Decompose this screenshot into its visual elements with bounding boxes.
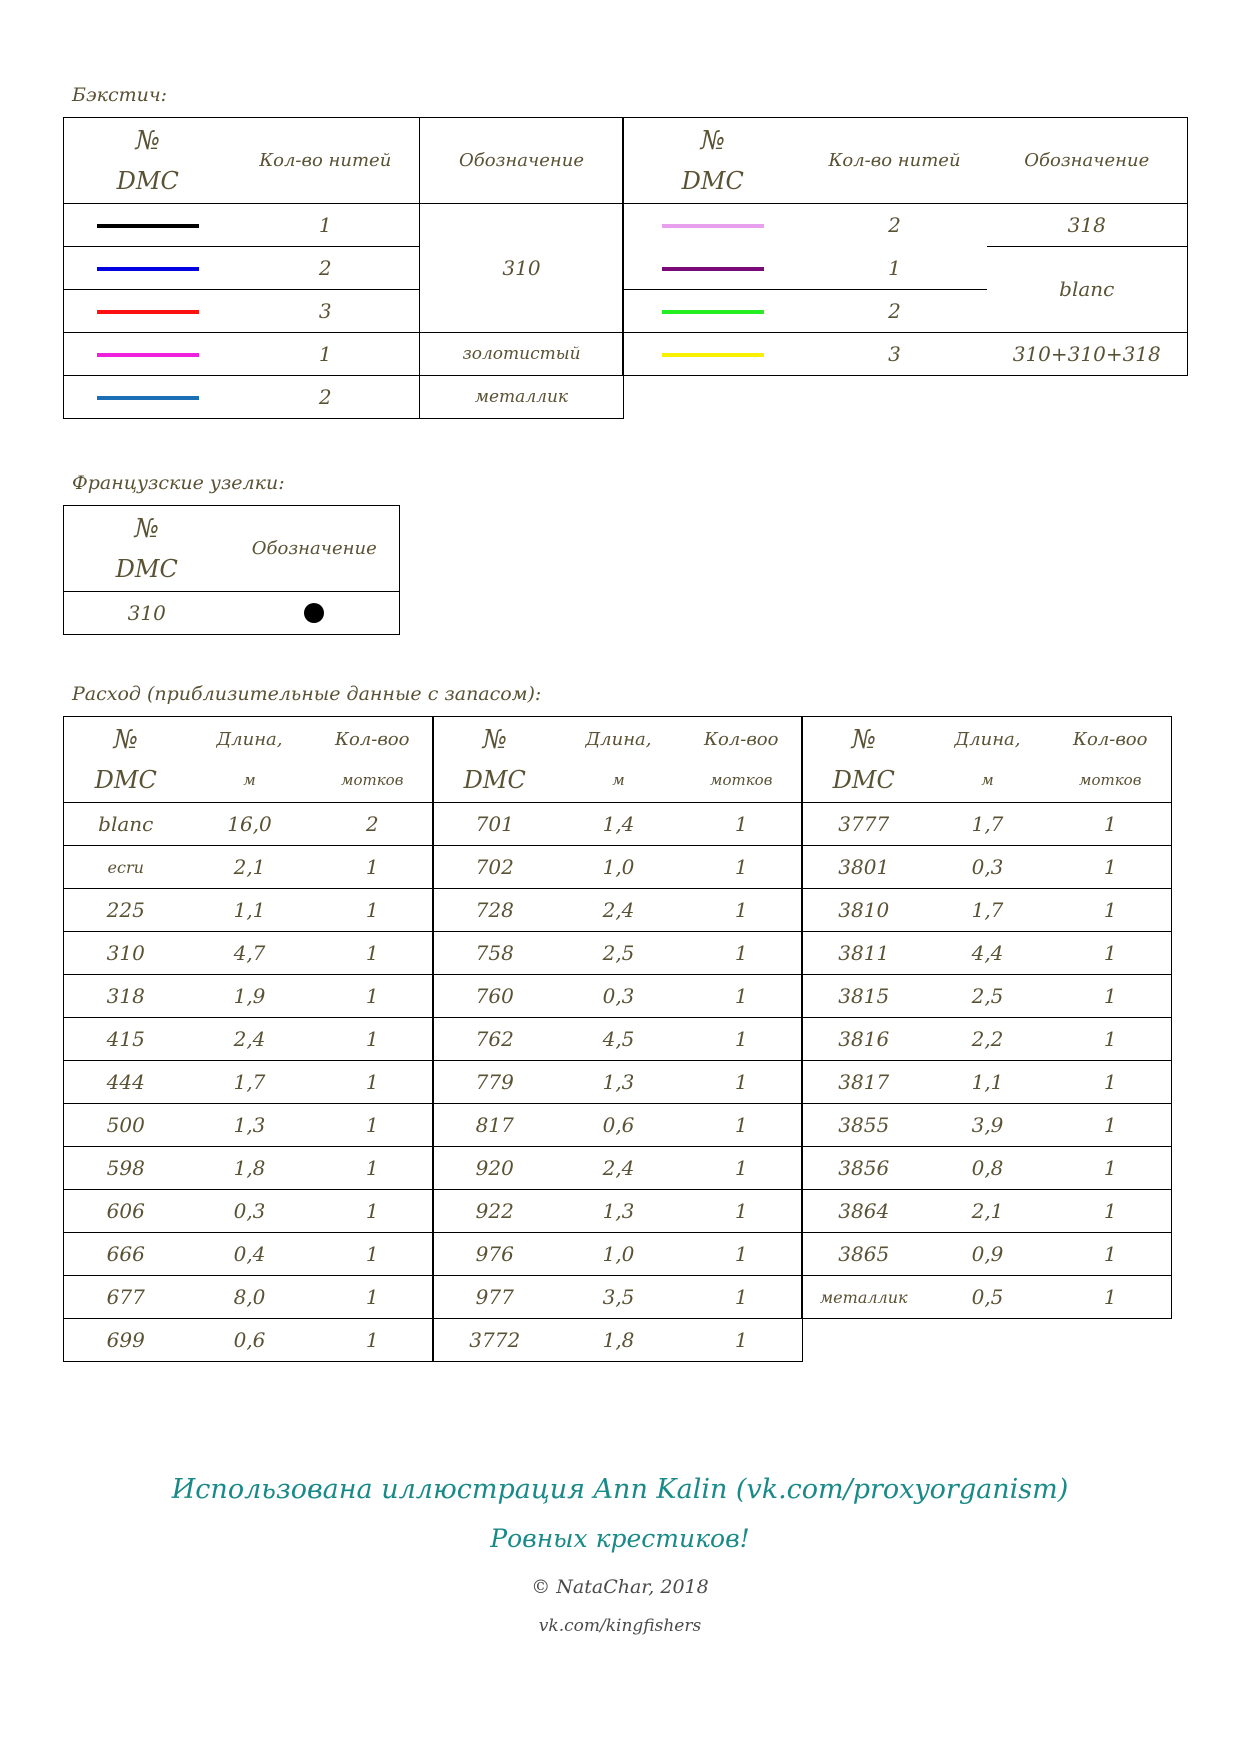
length-cell: 0,3 — [188, 1190, 312, 1233]
line-swatch — [97, 224, 199, 228]
dmc-cell: 3815 — [802, 975, 926, 1018]
skeins-cell: 1 — [312, 932, 434, 975]
dmc-cell: 702 — [433, 846, 557, 889]
table-row — [433, 889, 803, 932]
table-row — [64, 1061, 434, 1104]
consumption-table-2 — [432, 716, 803, 1362]
skeins-cell: 1 — [681, 1233, 803, 1276]
skeins-cell: 1 — [312, 1018, 434, 1061]
table-row — [802, 889, 1172, 932]
length-cell: 1,4 — [557, 803, 681, 846]
length-cell: 0,4 — [188, 1233, 312, 1276]
table-row — [433, 803, 803, 846]
length-cell: 1,7 — [926, 889, 1050, 932]
table-row — [802, 932, 1172, 975]
length-cell: 2,4 — [188, 1018, 312, 1061]
dmc-cell: 415 — [64, 1018, 188, 1061]
skeins-cell: 1 — [1050, 1276, 1172, 1319]
wish-text: Ровных крестиков! — [490, 1524, 750, 1553]
length-cell: 2,1 — [926, 1190, 1050, 1233]
skeins-cell: 1 — [312, 846, 434, 889]
dmc-cell: 310 — [64, 932, 188, 975]
header-dmc: № DMC — [94, 724, 157, 794]
header-skeins: Кол-воо мотков — [704, 728, 779, 789]
table-row — [433, 975, 803, 1018]
threads-cell: 1 — [232, 204, 420, 247]
french-knots-label: Французские узелки: — [72, 472, 285, 494]
table-row — [802, 1147, 1172, 1190]
skeins-cell: 1 — [1050, 975, 1172, 1018]
dmc-cell: 666 — [64, 1233, 188, 1276]
table-row — [433, 1104, 803, 1147]
symbol-cell — [230, 592, 400, 635]
line-swatch-cell — [64, 204, 232, 247]
dmc-cell: 3811 — [802, 932, 926, 975]
line-swatch-cell — [64, 247, 232, 290]
group-symbol-gold: золотистый — [420, 333, 624, 376]
skeins-cell: 1 — [312, 1319, 434, 1362]
dmc-cell: 3855 — [802, 1104, 926, 1147]
skeins-cell: 1 — [1050, 846, 1172, 889]
backstitch-label: Бэкстич: — [72, 84, 168, 106]
table-row — [64, 1018, 434, 1061]
table-row — [433, 1233, 803, 1276]
length-cell: 0,3 — [557, 975, 681, 1018]
illustration-credit: Использована иллюстрация Ann Kalin (vk.com/proxyorganism) — [171, 1474, 1069, 1505]
consumption-table-1 — [63, 716, 434, 1362]
length-cell: 4,4 — [926, 932, 1050, 975]
table-row — [802, 1233, 1172, 1276]
header-threads: Кол-во нитей — [803, 118, 987, 204]
header-dmc: № DMC — [463, 724, 526, 794]
table-row — [433, 1190, 803, 1233]
dmc-cell: 758 — [433, 932, 557, 975]
line-swatch — [662, 310, 764, 314]
length-cell: 1,3 — [557, 1190, 681, 1233]
line-swatch-cell — [64, 333, 232, 376]
skeins-cell: 1 — [1050, 932, 1172, 975]
length-cell: 2,5 — [557, 932, 681, 975]
length-cell: 3,9 — [926, 1104, 1050, 1147]
skeins-cell: 1 — [681, 1276, 803, 1319]
dmc-cell: 728 — [433, 889, 557, 932]
length-cell: 1,8 — [557, 1319, 681, 1362]
dmc-cell: 310 — [127, 601, 166, 625]
skeins-cell: 1 — [312, 1061, 434, 1104]
dmc-cell: 922 — [433, 1190, 557, 1233]
dmc-cell: 920 — [433, 1147, 557, 1190]
table-row — [64, 1147, 434, 1190]
copyright: © NataChar, 2018 — [531, 1576, 709, 1598]
black-dot-icon — [304, 603, 324, 623]
table-row — [64, 889, 434, 932]
table-row — [64, 1190, 434, 1233]
table-row — [802, 1104, 1172, 1147]
table-row — [802, 1190, 1172, 1233]
length-cell: 2,4 — [557, 889, 681, 932]
header-length: Длина, м — [585, 728, 652, 789]
threads-cell: 1 — [803, 247, 987, 290]
dmc-cell: 817 — [433, 1104, 557, 1147]
dmc-cell: 318 — [64, 975, 188, 1018]
french-knots-table — [63, 505, 400, 635]
table-row — [64, 1276, 434, 1319]
skeins-cell: 1 — [1050, 1233, 1172, 1276]
length-cell: 2,1 — [188, 846, 312, 889]
dmc-cell: 976 — [433, 1233, 557, 1276]
length-cell: 1,9 — [188, 975, 312, 1018]
length-cell: 1,0 — [557, 1233, 681, 1276]
dmc-cell: 3865 — [802, 1233, 926, 1276]
skeins-cell: 1 — [312, 975, 434, 1018]
group-symbol-318: 318 — [987, 204, 1188, 247]
line-swatch — [97, 396, 199, 400]
length-cell: 0,8 — [926, 1147, 1050, 1190]
skeins-cell: 1 — [681, 889, 803, 932]
skeins-cell: 1 — [681, 1104, 803, 1147]
skeins-cell: 1 — [1050, 1190, 1172, 1233]
length-cell: 2,4 — [557, 1147, 681, 1190]
table-row — [802, 846, 1172, 889]
dmc-cell: 444 — [64, 1061, 188, 1104]
dmc-cell: 598 — [64, 1147, 188, 1190]
dmc-cell: 3810 — [802, 889, 926, 932]
dmc-cell: 779 — [433, 1061, 557, 1104]
skeins-cell: 1 — [1050, 1061, 1172, 1104]
header-symbol: Обозначение — [230, 506, 400, 592]
length-cell: 1,8 — [188, 1147, 312, 1190]
header-length: Длина, м — [954, 728, 1021, 789]
dmc-cell: 977 — [433, 1276, 557, 1319]
consumption-table-3 — [801, 716, 1172, 1319]
length-cell: 0,9 — [926, 1233, 1050, 1276]
line-swatch-cell — [623, 332, 803, 375]
skeins-cell: 1 — [681, 1190, 803, 1233]
length-cell: 4,5 — [557, 1018, 681, 1061]
length-cell: 0,5 — [926, 1276, 1050, 1319]
dmc-cell: металлик — [802, 1276, 926, 1319]
skeins-cell: 1 — [681, 1319, 803, 1362]
table-row — [64, 846, 434, 889]
skeins-cell: 1 — [681, 1018, 803, 1061]
skeins-cell: 1 — [681, 975, 803, 1018]
length-cell: 1,7 — [926, 803, 1050, 846]
threads-cell: 2 — [318, 385, 332, 409]
header-threads: Кол-во нитей — [232, 118, 420, 204]
line-swatch-cell — [64, 290, 232, 333]
header-dmc: № DMC — [64, 118, 232, 204]
dmc-cell: 701 — [433, 803, 557, 846]
table-row — [802, 803, 1172, 846]
author-url: vk.com/kingfishers — [538, 1616, 702, 1636]
skeins-cell: 1 — [1050, 1018, 1172, 1061]
table-row — [64, 932, 434, 975]
dmc-cell: ecru — [64, 846, 188, 889]
skeins-cell: 1 — [681, 846, 803, 889]
length-cell: 3,5 — [557, 1276, 681, 1319]
dmc-cell: 760 — [433, 975, 557, 1018]
length-cell: 1,3 — [557, 1061, 681, 1104]
skeins-cell: 1 — [312, 1104, 434, 1147]
length-cell: 0,6 — [188, 1319, 312, 1362]
line-swatch — [97, 267, 199, 271]
dmc-cell: 3864 — [802, 1190, 926, 1233]
line-swatch-cell — [623, 204, 803, 247]
header-dmc: № DMC — [64, 506, 230, 592]
table-row — [64, 803, 434, 846]
threads-cell: 2 — [888, 213, 901, 238]
table-row — [433, 846, 803, 889]
header-dmc: № DMC — [623, 118, 803, 204]
table-row — [64, 975, 434, 1018]
length-cell: 16,0 — [188, 803, 312, 846]
table-row — [433, 932, 803, 975]
length-cell: 1,7 — [188, 1061, 312, 1104]
header-length: Длина, м — [216, 728, 283, 789]
length-cell: 0,3 — [926, 846, 1050, 889]
threads-cell: 2 — [232, 247, 420, 290]
length-cell: 1,1 — [188, 889, 312, 932]
dmc-cell: 762 — [433, 1018, 557, 1061]
table-row — [64, 1319, 434, 1362]
dmc-cell: 3801 — [802, 846, 926, 889]
backstitch-table-right — [622, 117, 1188, 376]
table-row — [802, 975, 1172, 1018]
skeins-cell: 1 — [312, 1233, 434, 1276]
group-symbol-blanc: blanc — [987, 247, 1188, 333]
dmc-cell: 699 — [64, 1319, 188, 1362]
table-row — [802, 1276, 1172, 1319]
group-symbol-mix: 310+310+318 — [1012, 341, 1161, 366]
table-row — [433, 1018, 803, 1061]
dmc-cell: 3772 — [433, 1319, 557, 1362]
table-row — [433, 1319, 803, 1362]
skeins-cell: 1 — [1050, 1147, 1172, 1190]
length-cell: 2,2 — [926, 1018, 1050, 1061]
line-swatch — [97, 353, 199, 357]
skeins-cell: 1 — [1050, 889, 1172, 932]
skeins-cell: 1 — [312, 889, 434, 932]
table-row — [64, 1233, 434, 1276]
threads-cell: 3 — [318, 299, 332, 323]
skeins-cell: 1 — [681, 803, 803, 846]
skeins-cell: 1 — [312, 1147, 434, 1190]
length-cell: 1,0 — [557, 846, 681, 889]
dmc-cell: 3856 — [802, 1147, 926, 1190]
backstitch-table-left — [63, 117, 624, 419]
dmc-cell: 3777 — [802, 803, 926, 846]
table-row — [433, 1061, 803, 1104]
line-swatch-cell — [623, 247, 803, 290]
table-row — [433, 1147, 803, 1190]
dmc-cell: 3817 — [802, 1061, 926, 1104]
line-swatch — [97, 310, 199, 314]
skeins-cell: 1 — [1050, 1104, 1172, 1147]
length-cell: 4,7 — [188, 932, 312, 975]
line-swatch — [662, 267, 764, 271]
header-dmc: № DMC — [832, 724, 895, 794]
skeins-cell: 2 — [312, 803, 434, 846]
skeins-cell: 1 — [312, 1276, 434, 1319]
line-swatch — [662, 224, 764, 228]
dmc-cell: blanc — [64, 803, 188, 846]
table-row — [433, 1276, 803, 1319]
dmc-cell: 500 — [64, 1104, 188, 1147]
consumption-label: Расход (приблизительные данные с запасом): — [72, 683, 542, 705]
dmc-cell: 3816 — [802, 1018, 926, 1061]
dmc-cell: 225 — [64, 889, 188, 932]
line-swatch — [662, 353, 764, 357]
header-symbol: Обозначение — [987, 118, 1188, 204]
length-cell: 2,5 — [926, 975, 1050, 1018]
skeins-cell: 1 — [1050, 803, 1172, 846]
skeins-cell: 1 — [681, 932, 803, 975]
threads-cell: 1 — [232, 333, 420, 376]
table-row — [802, 1061, 1172, 1104]
threads-cell: 2 — [888, 298, 901, 323]
dmc-cell: 606 — [64, 1190, 188, 1233]
group-symbol-metallic: металлик — [420, 376, 624, 419]
line-swatch-cell — [64, 376, 232, 419]
skeins-cell: 1 — [681, 1061, 803, 1104]
line-swatch-cell — [623, 289, 803, 332]
skeins-cell: 1 — [312, 1190, 434, 1233]
threads-cell: 3 — [803, 332, 987, 375]
length-cell: 1,1 — [926, 1061, 1050, 1104]
length-cell: 8,0 — [188, 1276, 312, 1319]
header-skeins: Кол-воо мотков — [335, 728, 410, 789]
header-skeins: Кол-воо мотков — [1073, 728, 1148, 789]
table-row — [64, 1104, 434, 1147]
length-cell: 0,6 — [557, 1104, 681, 1147]
table-row — [802, 1018, 1172, 1061]
group-symbol-310: 310 — [420, 204, 624, 333]
length-cell: 1,3 — [188, 1104, 312, 1147]
header-symbol: Обозначение — [420, 118, 624, 204]
skeins-cell: 1 — [681, 1147, 803, 1190]
dmc-cell: 677 — [64, 1276, 188, 1319]
